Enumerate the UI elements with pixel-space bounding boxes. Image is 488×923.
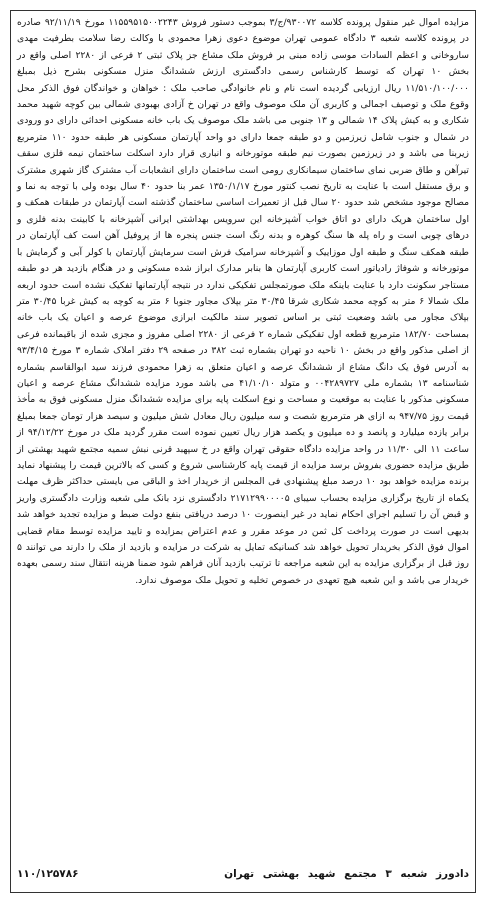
notice-footer xyxy=(17,864,469,884)
auction-notice xyxy=(10,10,476,893)
notice-body-text: مزایده اموال غیر منقول پرونده کلاسه ۹۳۰۰۷۲/ج/۳ بموجب دستور فروش ۱۱۵۵۹۵۱۵۰۰۲۲۴۳ مورخ ۹۲/۱۱/۱۹ صادره در پرونده کلاسه شعبه ۳ دادگاه عمومی تهران موضوع دعوی زهرا محمودی با وکالت رضا سلامت بطرفیت مهدی ساروخانی و اعظم السادات موسی زاده مبنی بر فروش ملک مشاع جز پلاک ثبتی ۲ فرعی از ۲۲۸۰ اصلی واقع در بخش ۱۰ تهران که توسط کارشناس رسمی دادگستری ارزش ششدانگ منزل مسکونی بشرح ذیل بمبلغ ۱۱/۵۱۰/۱۰۰/۰۰۰ ریال ارزیابی گردیده است نام و نام خانوادگی صاحب ملک : خواهان و خواندگان فوق الذکر محل وقوع ملک و توصیف اجمالی و کاربری آن ملک موصوف واقع در تهران خ آزادی بهبودی شمالی بین کوچه شهید محمد شکاری و به کیش پلاک ۱۴ شمالی و ۱۳ جنوبی می باشد ملک موصوف یک باب خانه مسکونی احداثی دارای دو ورودی در شمال و جنوب شامل زیرزمین و دو طبقه جمعا دارای دو واحد آپارتمان مسکونی هر طبقه حدود ۱۱۰ مترمربع زیربنا می باشد و در زیرزمین بصورت نیم طبقه موتورخانه و انباری قرار دارد اسکلت ساختمان نیمه فلزی سقف تیرآهن و طاق ضربی نمای ساختمان سیمانکاری رومی است ساختمان دارای انشعابات آب مشترک گاز شهری مشترک و برق مستقل است با عنایت به تاریخ نصب کنتور مورخ ۱۳۵۰/۱/۱۷ عمر بنا حدود ۴۰ سال بوده ولی با توجه به نما و مصالح موجود مشخص شد حدود ۲۰ سال قبل از تعمیرات اساسی ساختمان گذشته است آپارتمان در طبقات همکف و اول ساختمان هریک دارای دو اتاق خواب آشپزخانه این سرویس بهداشتی ایرانی آشپزخانه با کابینت بدنه فلزی و درهای چوبی است و راه پله ها سنگ کوهره و بدنه رنگ است جنس پنجره ها از پروفیل آهن است کف آپارتمان در طبقه همکف سنگ و طبقه اول موزاییک و آشپزخانه سرامیک فرش است سرمایش آپارتمان با کولر آبی و گرمایش با موتورخانه و شوفاژ رادیاتور است کاربری آپارتمان ها بنابر مدارک ابراز شده مسکونی و در هنگام بازدید هر دو طبقه مستاجر سکونت دارد با عنایت باینکه ملک صورتمجلس تفکیکی ندارد در نتیجه آپارتمانها تفکیک نشده است حدود اربعه ملک شمالا ۶ متر به کوچه محمد شکاری شرقا ۳۰/۴۵ متر بپلاک مجاور جنوبا ۶ متر به کوچه به کیش غربا ۳۰/۴۵ متر بپلاک مجاور می باشد وضعیت ثبتی بر اساس تصویر سند مالکیت ابرازی موضوع عرصه و اعیان یک باب خانه بمساحت ۱۸۲/۷۰ مترمربع قطعه اول تفکیکی شماره ۲ فرعی از ۲۲۸۰ اصلی مفروز و مجزی شده از باقیمانده فرعی از اصلی مذکور واقع در بخش ۱۰ ناحیه دو تهران بشماره ثبت ۳۸۲ در صفحه ۲۹ دفتر املاک شماره ۳ مورخ ۹۳/۴/۱۵ به آدرس فوق یک دانگ مشاع از ششدانگ عرصه و اعیان متعلق به زهرا محمودی فرزند سید ابوالقاسم بشماره شناسنامه ۱۳ بشماره ملی ۰۰۴۲۸۹۷۲۷ و متولد ۴۱/۱۰/۱۰ می باشد مورد مزایده ششدانگ مشاع عرصه و اعیان مسکونی مذکور با عنایت به موقعیت و مساحت و نوع اسکلت پایه برای مزایده ششدانگ منزل مسکونی فوق به مأخذ قیمت روز ۹۴۷/۷۵ به ازای هر مترمربع شصت و سه میلیون ریال معادل شش میلیون و سیصد هزار تومان جمعا بمبلغ برابر یازده میلیارد و پانصد و ده میلیون و یکصد هزار ریال تعیین نموده است مقرر گردید ملک در مورخ ۹۴/۱۲/۲۲ از ساعت ۱۱ الی ۱۱/۳۰ در واحد مزایده دادگاه حقوقی تهران واقع در خ سپهبد قرنی نبش سمیه مجتمع شهید بهشتی از طریق مزایده حضوری بفروش برسد مزایده از قیمت پایه کارشناسی شروع و کسی که بالاترین قیمت را پیشنهاد نماید برنده مزایده خواهد بود ۱۰ درصد مبلغ پیشنهادی فی المجلس از خریدار اخذ و الباقی می بایستی حداکثر ظرف مهلت یکماه از تاریخ برگزاری مزایده بحساب سیبای ۲۱۷۱۲۹۹۰۰۰۰۵ دادگستری نزد بانک ملی شعبه وزارت دادگستری واریز و قبض آن را تسلیم اجرای احکام نماید در غیر اینصورت ۱۰ درصد دریافتی بنفع دولت ضبط و مزایده تجدید خواهد شد بدیهی است در صورت پرداخت کل ثمن در موعد مقرر و عدم اعتراض بمزایده و تایید مزایده توسط مقام قضایی اموال فوق الذکر بخریدار تحویل خواهد شد کسانیکه تمایل به شرکت در مزایده و بازدید از ملک را دارند می توانند ۵ روز قبل از برگزاری مزایده به این شعبه مراجعه تا ترتیب بازدید آنان فراهم شود ضمنا هزینه انتقال سند رسمی بعهده خریدار می باشد و این شعبه هیچ تعهدی در خصوص تخلیه و تحویل ملک موصوف ندارد. xyxy=(17,17,470,586)
signature-line: دادورز شعبه ۳ مجتمع شهید بهشتی تهران xyxy=(224,868,469,880)
notice-number: ۱۱۰/۱۲۵۷۸۶ xyxy=(17,868,79,880)
